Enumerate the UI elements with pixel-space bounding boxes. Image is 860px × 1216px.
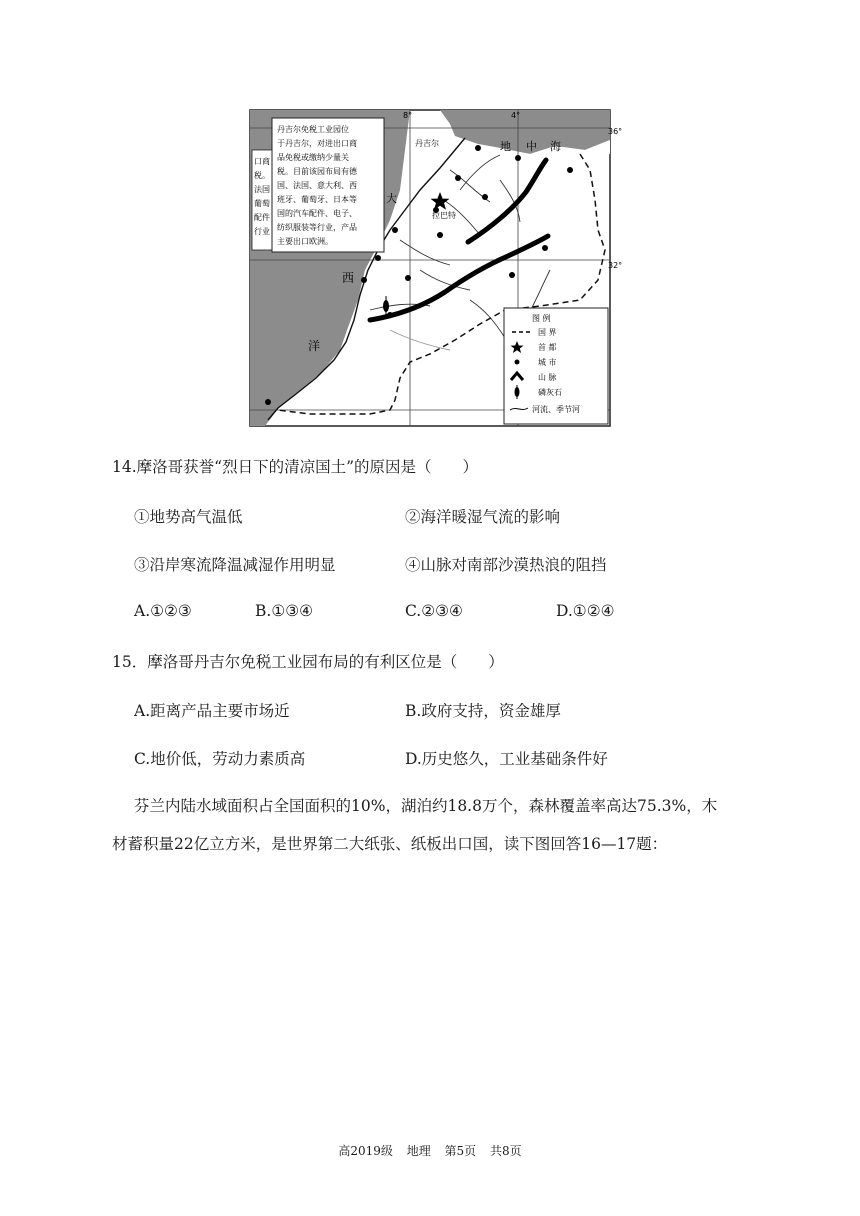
svg-text:城 市: 城 市 [538,358,557,367]
svg-text:品免税或缴纳少量关: 品免税或缴纳少量关 [277,153,349,162]
q14-choice-c[interactable]: C.②③④ [405,602,463,620]
svg-text:国 界: 国 界 [538,328,557,337]
q14-choice-d[interactable]: D.①②④ [556,602,615,620]
legend-title: 图 例 [532,314,551,323]
morocco-map-figure [250,110,623,428]
tanger-callout-text [277,124,358,246]
passage-line-1: 芬兰内陆水域面积占全国面积的10%，湖泊约18.8万个，森林覆盖率高达75.3%，木 [134,797,718,815]
capital-label: 拉巴特 [432,211,456,220]
svg-text:配件: 配件 [254,213,270,222]
svg-text:首 都: 首 都 [538,343,557,352]
question-15-stem: 15．摩洛哥丹吉尔免税工业园布局的有利区位是（ ） [112,653,504,671]
q14-statement-1: ①地势高气温低 [134,508,243,526]
latitude-label-36: 36° [608,127,623,136]
svg-text:丹吉尔免税工业园位: 丹吉尔免税工业园位 [277,125,349,134]
q15-choice-a[interactable]: A.距离产品主要市场近 [134,702,290,720]
svg-text:国、法国、意大利、西: 国、法国、意大利、西 [277,181,357,190]
longitude-label-8: 8° [403,111,413,120]
svg-text:法国: 法国 [254,185,270,194]
svg-text:纺织服装等行业，产品: 纺织服装等行业，产品 [277,223,357,232]
q15-choice-b[interactable]: B.政府支持，资金雄厚 [405,702,561,720]
ocean-label-1: 大 [386,192,397,205]
q14-choice-b[interactable]: B.①③④ [255,602,314,620]
svg-text:河流、季节河: 河流、季节河 [532,405,580,414]
tanger-label: 丹吉尔 [415,139,439,148]
q15-choice-c[interactable]: C.地价低，劳动力素质高 [134,750,306,768]
svg-text:班牙、葡萄牙、日本等: 班牙、葡萄牙、日本等 [277,195,357,204]
footer-page: 第5页 [444,1144,477,1158]
svg-text:山 脉: 山 脉 [538,373,557,382]
passage-line-2: 材蓄积量22亿立方米，是世界第二大纸张、纸板出口国，读下图回答16—17题： [112,835,668,853]
sea-label-1: 地 [500,140,511,153]
latitude-label-32: 32° [608,261,623,270]
q14-choice-a[interactable]: A.①②③ [134,602,192,620]
longitude-label-4: 4° [511,111,521,120]
svg-text:国的汽车配件、电子、: 国的汽车配件、电子、 [277,209,357,218]
q14-statement-4: ④山脉对南部沙漠热浪的阻挡 [405,556,607,574]
svg-text:磷灰石: 磷灰石 [538,388,562,397]
ocean-label-2: 西 [342,271,355,285]
ocean-label-3: 洋 [308,339,321,353]
q14-statement-3: ③沿岸寒流降温减湿作用明显 [134,556,336,574]
svg-text:主要出口欧洲。: 主要出口欧洲。 [277,237,333,246]
svg-text:行业: 行业 [254,227,270,236]
svg-text:税。: 税。 [254,171,270,180]
svg-text:税。目前该园布局有德: 税。目前该园布局有德 [277,167,357,176]
morocco-map [250,110,623,428]
sea-label-2: 中 [526,140,537,153]
dot-icon [515,360,520,365]
q14-statement-2: ②海洋暖湿气流的影响 [405,508,561,526]
footer-total: 共8页 [490,1144,522,1158]
footer-grade: 高2019级 [338,1144,393,1158]
footer-subject: 地理 [406,1144,431,1158]
page-footer [0,1142,860,1159]
question-14-stem: 14.摩洛哥获誉“烈日下的清凉国土”的原因是（ ） [112,458,478,476]
svg-text:口商: 口商 [254,157,270,166]
svg-text:葡萄: 葡萄 [254,199,270,208]
svg-text:于丹吉尔，对进出口商: 于丹吉尔，对进出口商 [277,139,357,148]
q15-choice-d[interactable]: D.历史悠久，工业基础条件好 [405,750,608,768]
sea-label-3: 海 [550,140,561,153]
